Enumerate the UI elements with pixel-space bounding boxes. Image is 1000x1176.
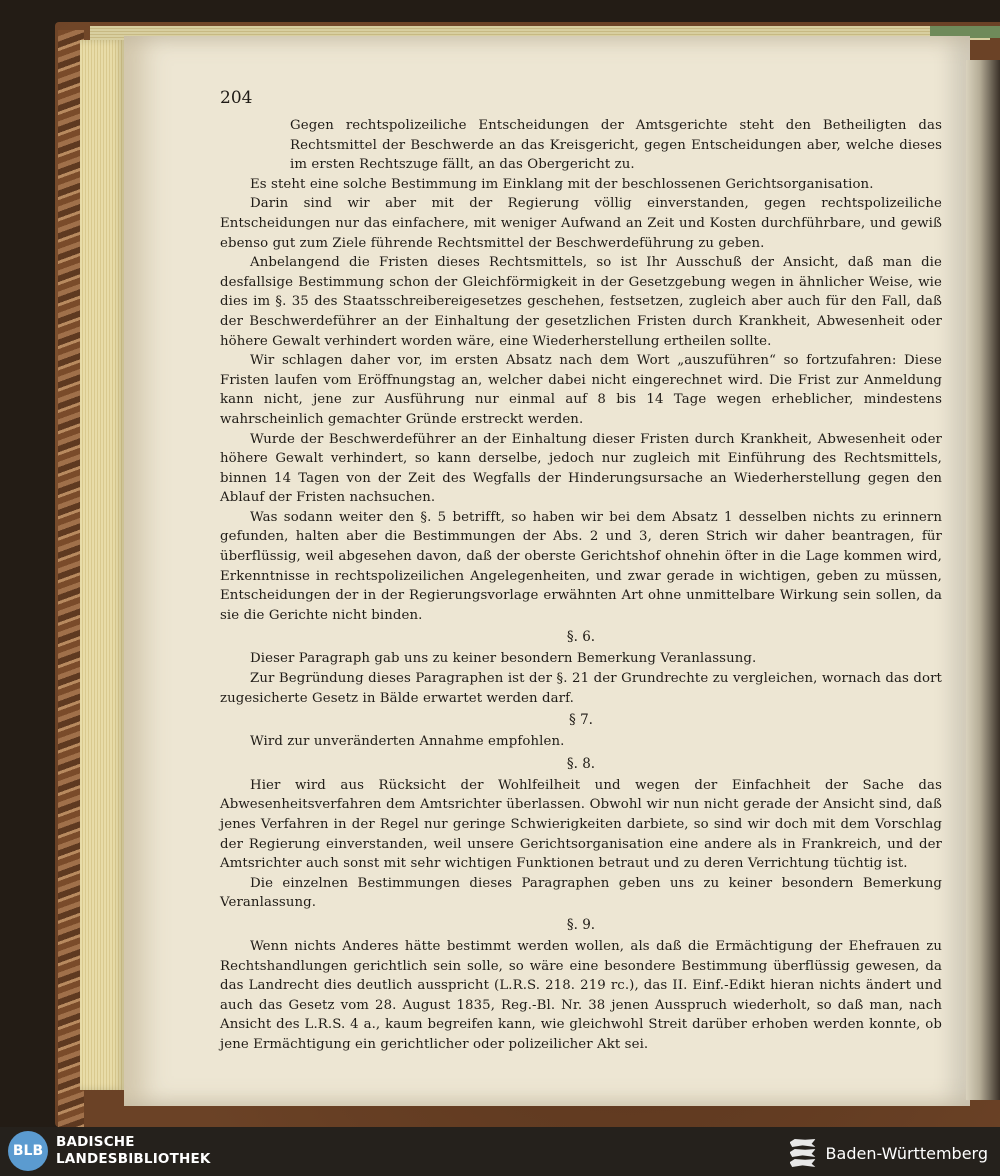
paragraph: Gegen rechtspolizeiliche Entscheidungen der Amtsgerichte steht den Betheiligten das Rechtsmittel der Beschwerde an das Kreisgericht, gegen Entscheidungen aber, welche dieses im ersten Rechtszuge fällt, an das Obergericht zu. [290, 118, 942, 173]
library-name-line2: LANDESBIBLIOTHEK [56, 1151, 211, 1167]
section-heading: §. 9. [566, 916, 596, 933]
section-heading: § 7. [569, 712, 593, 729]
lions-icon [790, 1139, 816, 1167]
page-sections [220, 116, 942, 1055]
page-number: 204 [220, 88, 253, 108]
paragraph: Hier wird aus Rücksicht der Wohlfeilheit und wegen der Einfachheit der Sache das Abwesenheitsverfahren dem Amtsrichter überlassen. Obwohl wir nun nicht gerade der Ansicht sind, daß jenes Verfahren in der Regel nur geringe Schwierigkeiten darbiete, so sind wir doch mit dem Vorschlag der Regierung einverstanden, weil unsere Gerichtsorganisation eine andere als in Frankreich, und der Amtsrichter auch sonst mit sehr wichtigen Funktionen betraut und zu deren Verrichtung tüchtig ist. [220, 777, 942, 872]
section-heading: §. 6. [566, 629, 596, 646]
paragraph: Wir schlagen daher vor, im ersten Absatz nach dem Wort „auszuführen“ so fortzufahren: Diese Fristen laufen vom Eröffnungstag an, welcher dabei nicht eingerechnet wird. Die Frist zur Anmeldung kann nicht, jene zur Ausführung nur einmal auf 8 bis 14 Tage wegen erheblicher, mindestens wahrscheinlich gemachter Gründe erstreckt werden. [220, 353, 942, 427]
paragraph: Zur Begründung dieses Paragraphen ist der §. 21 der Grundrechte zu vergleichen, wornach das dort zugesicherte Gesetz in Bälde erwartet werden darf. [220, 671, 942, 706]
footer-bar [0, 1127, 1000, 1176]
page-stack-left [80, 40, 126, 1090]
paragraph: Darin sind wir aber mit der Regierung völlig einverstanden, gegen rechtspolizeiliche Entscheidungen nur das einfachere, mit weniger Aufwand an Zeit und Kosten durchführbare, und gewiß ebenso gut zum Ziele führende Rechtsmittel der Beschwerdeführung zu geben. [220, 196, 942, 251]
page-text [220, 88, 942, 1055]
section-heading: §. 8. [566, 755, 596, 772]
library-name[interactable] [56, 1134, 211, 1168]
paragraph: Es steht eine solche Bestimmung im Einklang mit der beschlossenen Gerichtsorganisation. [250, 176, 874, 192]
library-name-line1: BADISCHE [56, 1134, 135, 1150]
paragraph: Die einzelnen Bestimmungen dieses Paragraphen geben uns zu keiner besondern Bemerkung Veranlassung. [220, 875, 942, 911]
paragraph: Wurde der Beschwerdeführer an der Einhaltung dieser Fristen durch Krankheit, Abwesenheit oder höhere Gewalt verhindert, so kann derselbe, jedoch nur zugleich mit Einführung des Rechtsmittels, binnen 14 Tagen von der Zeit des Wegfalls der Hinderungsursache an Wiederherstellung gegen den Ablauf der Fristen nachsuchen. [220, 431, 942, 506]
blb-logo[interactable]: BLB [8, 1131, 48, 1171]
paragraph: Dieser Paragraph gab uns zu keiner besondern Bemerkung Veranlassung. [250, 651, 757, 667]
paragraph: Wenn nichts Anderes hätte bestimmt werden wollen, als daß die Ermächtigung der Ehefrauen zu Rechtshandlungen gerichtlich sein solle, so wäre eine besondere Bestimmung überflüssig gewesen, da das Landrecht dies deutlich ausspricht (L.R.S. 218. 219 rc.), das II. Einf.-Edikt hieran nichts ändert und auch das Gesetz vom 28. August 1835, Reg.-Bl. Nr. 38 jenen Ausspruch wiederholt, so daß man, nach Ansicht des L.R.S. 4 a., kaum begreifen kann, wie gleichwohl Streit darüber erhoben werden konnte, ob jene Ermächtigung ein gerichtlicher oder polizeilicher Akt sei. [220, 938, 942, 1052]
baden-wuerttemberg-logo[interactable] [790, 1139, 988, 1167]
page-stack-right [966, 60, 1000, 1100]
paragraph: Was sodann weiter den §. 5 betrifft, so haben wir bei dem Absatz 1 desselben nichts zu erinnern gefunden, halten aber die Bestimmungen der Abs. 2 und 3, deren Strich wir daher beantragen, für überflüssig, weil abgesehen davon, daß der oberste Gerichtshof ohnehin öfter in die Lage kommen wird, Erkenntnisse in rechtspolizeilichen Angelegenheiten, und zwar gerade in wichtigen, geben zu müssen, Entscheidungen der in der Regierungsvorlage erwähnten Art ohne unmittelbare Wirkung sein sollen, da sie die Gerichte nicht binden. [220, 509, 942, 623]
paragraph: Anbelangend die Fristen dieses Rechtsmittels, so ist Ihr Ausschuß der Ansicht, daß man die desfallsige Bestimmung schon der Gleichförmigkeit in der Gesetzgebung wegen in ähnlicher Weise, wie dies im §. 35 des Staatsschreibereigesetzes geschehen, festsetzen, zugleich aber auch für den Fall, daß der Beschwerdeführer an der Einhaltung der gesetzlichen Fristen durch Krankheit, Abwesenheit oder höhere Gewalt verhindert worden wäre, eine Wiederherstellung ertheilen sollte. [220, 255, 942, 349]
state-name: Baden-Württemberg [825, 1143, 988, 1163]
paragraph: Wird zur unveränderten Annahme empfohlen. [250, 734, 565, 750]
